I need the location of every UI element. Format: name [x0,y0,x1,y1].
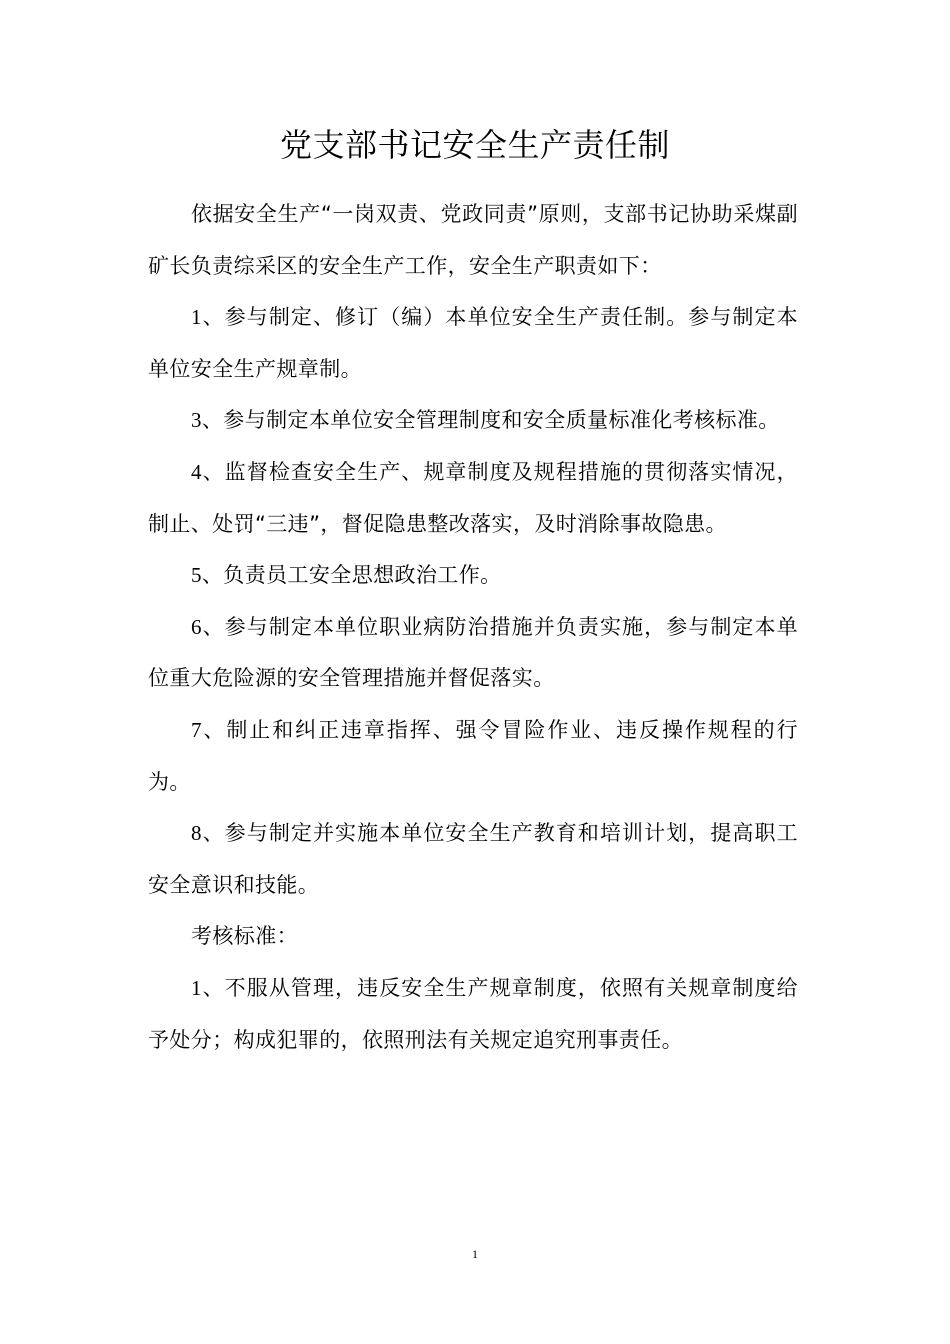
item-text: 、负责员工安全思想政治工作。 [201,563,502,588]
duty-item-1 [148,292,798,395]
item-text: 、参与制定、修订（编）本单位安全生产责任制。参与制定本单位安全生产规章制。 [148,305,798,381]
assessment-heading [148,911,798,963]
heading-text: 考核标准： [191,924,298,949]
page-number: 1 [472,1247,478,1261]
duty-item-4 [148,447,798,550]
item-number: 1 [191,975,202,1000]
item-text: 、制止和纠正违章指挥、强令冒险作业、违反操作规程的行为。 [148,717,798,794]
item-text: 、参与制定本单位职业病防治措施并负责实施，参与制定本单位重大危险源的安全管理措施并督促落实。 [148,614,798,691]
paragraph-text: 依据安全生产“一岗双责、党政同责”原则，支部书记协助采煤副矿长负责综采区的安全生产工作，安全生产职责如下： [148,202,798,278]
duty-item-3 [148,395,798,447]
item-text: 、参与制定本单位安全管理制度和安全质量标准化考核标准。 [201,408,780,433]
item-number: 5 [191,563,202,588]
duty-item-8 [148,808,798,911]
document-title: 党支部书记安全生产责任制 [279,126,670,164]
intro-paragraph [148,189,798,292]
duty-item-5 [148,550,798,602]
item-number: 6 [191,614,202,639]
item-number: 7 [191,717,202,742]
item-number: 1 [191,305,202,330]
item-number: 8 [191,821,202,846]
item-number: 3 [191,408,202,433]
duty-item-7 [148,705,798,808]
duty-item-6 [148,602,798,705]
item-text: 、参与制定并实施本单位安全生产教育和培训计划，提高职工安全意识和技能。 [148,821,798,897]
item-number: 4 [191,459,202,484]
item-text: 、不服从管理，违反安全生产规章制度，依照有关规章制度给予处分；构成犯罪的，依照刑法有关规定追究刑事责任。 [148,975,798,1052]
assessment-item-1 [148,963,798,1066]
item-text: 、监督检查安全生产、规章制度及规程措施的贯彻落实情况，制止、处罚“三违”，督促隐患整改落实，及时消除事故隐患。 [148,459,798,536]
document-body [148,189,798,1066]
